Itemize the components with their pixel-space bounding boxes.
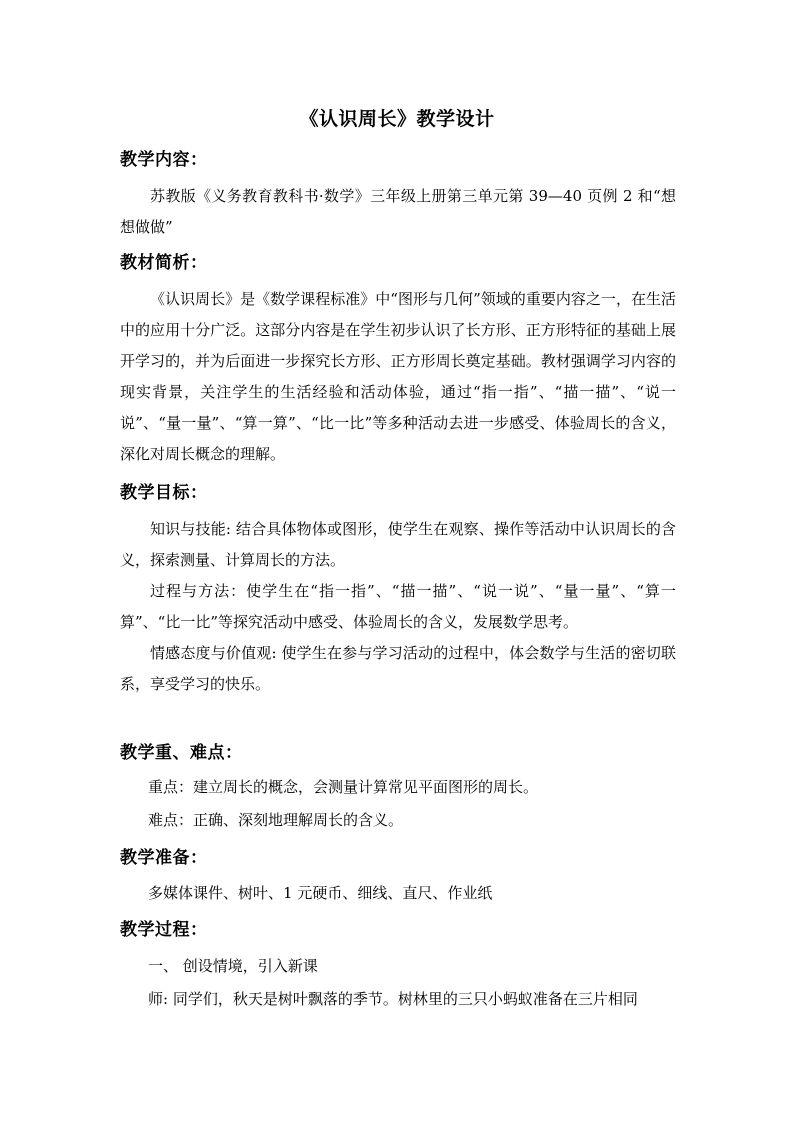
- teaching-preparation-text: 多媒体课件、树叶、1 元硬币、细线、直尺、作业纸: [148, 884, 493, 902]
- heading-teaching-content: 教学内容：: [120, 150, 208, 170]
- heading-key-difficult-points: 教学重、难点：: [120, 743, 243, 763]
- heading-teaching-process: 教学过程：: [120, 920, 208, 940]
- teaching-goals-text: [120, 514, 676, 700]
- teaching-content-text: [120, 181, 676, 243]
- goal-emotion-values: 情感态度与价值观: 使学生在参与学习活动的过程中，体会数学与生活的密切联系，享受学习的快乐。: [120, 644, 676, 693]
- goal-process-methods: 过程与方法：使学生在“指一指”、“描一描”、“说一说”、“量一量”、“算一算”、“比一比”等探究活动中感受、体验周长的含义，发展数学思考。: [120, 582, 676, 631]
- difficult-point-text: 难点：正确、深刻地理解周长的含义。: [148, 811, 404, 829]
- key-point-text: 重点：建立周长的概念，会测量计算常见平面图形的周长。: [148, 778, 539, 796]
- process-step-one: 一、 创设情境，引入新课: [148, 957, 318, 975]
- document-title: 《认识周长》教学设计: [299, 108, 495, 130]
- goal-knowledge-skills: 知识与技能: 结合具体物体或图形，使学生在观察、操作等活动中认识周长的含义，探索测量、计算周长的方法。: [120, 520, 676, 569]
- heading-teaching-preparation: 教学准备：: [120, 848, 208, 868]
- heading-material-analysis: 教材简析：: [120, 253, 208, 273]
- heading-teaching-goals: 教学目标：: [120, 483, 208, 503]
- teacher-speech-line: 师: 同学们，秋天是树叶飘落的季节。树林里的三只小蚂蚁准备在三片相同: [148, 990, 638, 1008]
- material-analysis-text: [120, 284, 676, 470]
- teaching-content-paragraph: 苏教版《义务教育教科书·数学》三年级上册第三单元第 39—40 页例 2 和“想想做做”: [120, 187, 676, 236]
- material-analysis-paragraph: 《认识周长》是《数学课程标准》中“图形与几何”领域的重要内容之一，在生活中的应用十分广泛。这部分内容是在学生初步认识了长方形、正方形特征的基础上展开学习的，并为后面进一步探究长方形、正方形周长奠定基础。教材强调学习内容的现实背景，关注学生的生活经验和活动体验，通过“指一指”、“描一描”、“说一说”、“量一量”、“算一算”、“比一比”等多种活动去进一步感受、体验周长的含义，深化对周长概念的理解。: [120, 290, 676, 463]
